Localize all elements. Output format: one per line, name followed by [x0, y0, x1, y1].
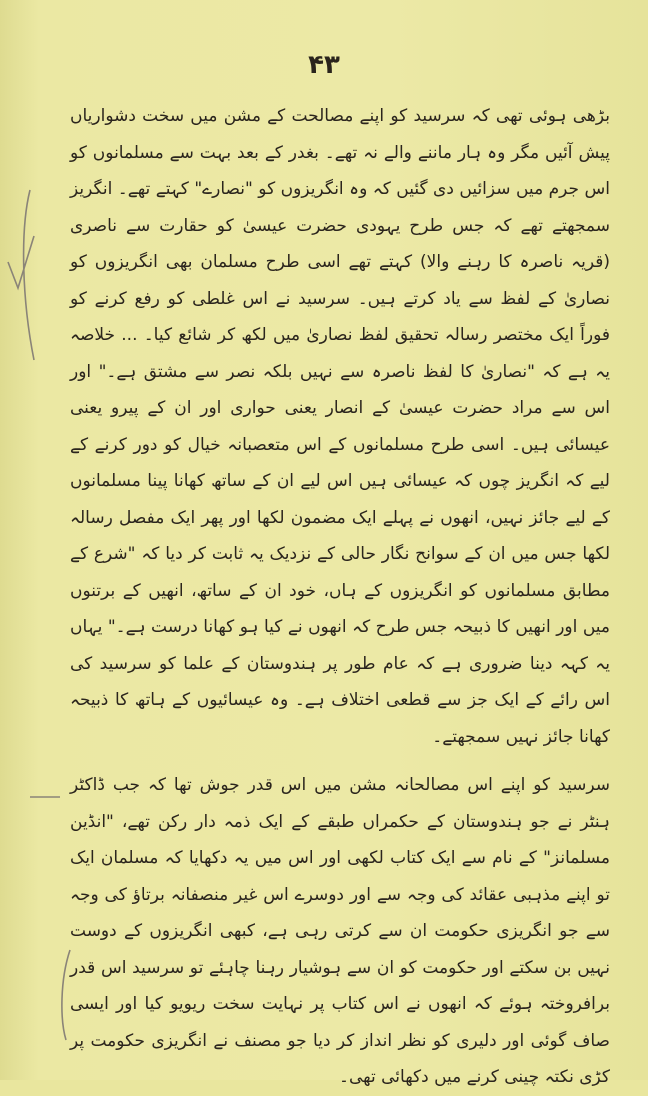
- body-text: [70, 98, 610, 1096]
- pencil-bracket-mark: [24, 190, 34, 360]
- pencil-tick-mark: [8, 236, 34, 288]
- pencil-bracket-mark-lower: [62, 950, 70, 1040]
- page-number: ۴۳: [308, 50, 340, 80]
- paragraph-2: سرسید کو اپنے اس مصالحانہ مشن میں اس قدر جوش تھا کہ جب ڈاکٹر ہنٹر نے جو ہندوستان کے حکمراں طبقے کے ایک ذمہ دار رکن تھے، "انڈین مسلمانز" کے نام سے ایک کتاب لکھی اور اس میں یہ دکھایا کہ مسلمان ایک تو اپنے مذہبی عقائد کی وجہ سے اور دوسرے اس غیر منصفانہ برتاؤ کی وجہ سے جو انگریزی حکومت ان سے کرتی رہی ہے، کبھی انگریزوں کے دوست نہیں بن سکتے اور حکومت کو ان سے ہوشیار رہنا چاہئے تو سرسید اس قدر برافروختہ ہوئے کہ انھوں نے اس کتاب پر نہایت سخت ریویو کیا اور ایسی صاف گوئی اور دلیری کو نظر انداز کر دیا جو مصنف نے انگریزی حکومت پر کڑی نکتہ چینی کرنے میں دکھائی تھی۔: [70, 775, 610, 1087]
- paragraph-1: بڑھی ہوئی تھی کہ سرسید کو اپنے مصالحت کے مشن میں سخت دشواریاں پیش آئیں مگر وہ ہار ماننے والے نہ تھے۔ بغدر کے بعد بہت سے مسلمانوں کو اس جرم میں سزائیں دی گئیں کہ وہ انگریزوں کو "نصارے" کہتے تھے۔ انگریز سمجھتے تھے کہ جس طرح یہودی حضرت عیسیٰ کو حقارت سے ناصری (قریہ ناصرہ کا رہنے والا) کہتے تھے اسی طرح مسلمان بھی انگریزوں کو نصاریٰ کے لفظ سے یاد کرتے ہیں۔ سرسید نے اس غلطی کو رفع کرنے کو فوراً ایک مختصر رسالہ تحقیق لفظ نصاریٰ میں لکھ کر شائع کیا۔ ... خلاصہ یہ ہے کہ "نصاریٰ کا لفظ ناصرہ سے نہیں بلکہ نصر سے مشتق ہے۔" اور اس سے مراد حضرت عیسیٰ کے انصار یعنی حواری اور ان کے پیرو یعنی عیسائی ہیں۔ اسی طرح مسلمانوں کے اس متعصبانہ خیال کو دور کرنے کے لیے کہ انگریز چوں کہ عیسائی ہیں اس لیے ان کے ساتھ کھانا پینا مسلمانوں کے لیے جائز نہیں، انھوں نے پہلے ایک مضمون لکھا اور پھر ایک مفصل رسالہ لکھا جس میں ان کے سوانح نگار حالی کے نزدیک یہ ثابت کر دیا کہ "شرع کے مطابق مسلمانوں کو انگریزوں کے ہاں، خود ان کے ساتھ، انھیں کے برتنوں میں اور انھیں کا ذبیحہ جس طرح کہ انھوں نے کیا ہو کھانا درست ہے۔" یہاں یہ کہہ دینا ضروری ہے کہ عام طور پر ہندوستان کے علما کو سرسید کی اس رائے کے ایک جز سے قطعی اختلاف ہے۔ وہ عیسائیوں کے ہاتھ کا ذبیحہ کھانا جائز نہیں سمجھتے۔: [70, 106, 610, 747]
